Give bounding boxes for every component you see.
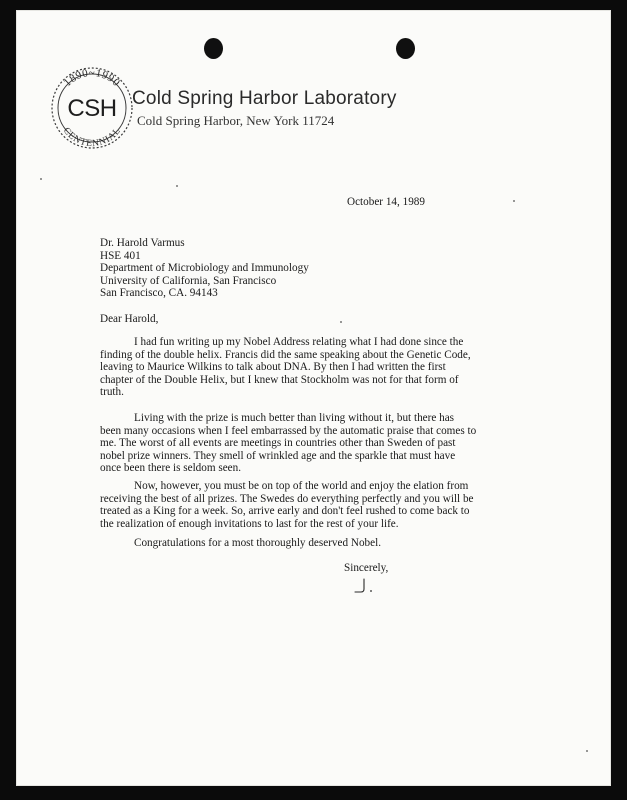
punch-hole-right [396, 38, 415, 59]
paragraph-line: receiving the best of all prizes. The Swedes do everything perfectly and you will be [100, 492, 474, 505]
recipient-line: San Francisco, CA. 94143 [100, 287, 218, 300]
scan-speck [40, 178, 42, 180]
seal-top-text: 1890~1990 [61, 67, 123, 90]
paragraph-line: once been there is seldom seen. [100, 462, 242, 475]
seal-initials: CSH [67, 95, 117, 122]
letter-page [16, 10, 611, 786]
salutation: Dear Harold, [100, 313, 159, 325]
laboratory-address: Cold Spring Harbor, New York 11724 [137, 113, 335, 128]
paragraph-line: nobel prize winners. They smell of wrinkled age and the sparkle that must have [100, 449, 456, 462]
seal-bottom-text: CENTENNIAL [60, 125, 124, 150]
recipient-line: Department of Microbiology and Immunology [100, 262, 309, 275]
paragraph-3 [100, 480, 530, 530]
paragraph-4 [100, 537, 530, 550]
scan-speck [176, 185, 178, 187]
recipient-line: University of California, San Francisco [100, 274, 277, 287]
paragraph-2 [100, 412, 530, 475]
closing: Sincerely, [344, 562, 389, 574]
paragraph-line: I had fun writing up my Nobel Address relating what I had done since the [134, 336, 464, 348]
paragraph-line: finding of the double helix. Francis did the same speaking about the Genetic Code, [100, 348, 471, 361]
recipient-line: HSE 401 [100, 249, 141, 262]
paragraph-line: Living with the prize is much better than living without it, but there has [134, 412, 455, 424]
paragraph-line: been many occasions when I feel embarrassed by the automatic praise that comes to [100, 424, 477, 437]
centennial-seal-logo [46, 62, 138, 154]
scan-speck [586, 750, 588, 752]
paragraph-line: me. The worst of all events are meetings in countries other than Sweden of past [100, 437, 456, 450]
recipient-line: Dr. Harold Varmus [100, 237, 185, 249]
paragraph-line: the realization of enough invitations to last for the rest of your life. [100, 517, 399, 530]
paragraph-line: treated as a King for a week. So, arrive early and don't feel rushed to come back to [100, 505, 470, 518]
signature-mark [352, 576, 376, 598]
scan-speck [513, 200, 515, 202]
paragraph-line: leaving to Maurice Wilkins to talk about DNA. By then I had written the first [100, 361, 446, 374]
punch-hole-left [204, 38, 223, 59]
paragraph-line: truth. [100, 386, 124, 399]
laboratory-name: Cold Spring Harbor Laboratory [132, 88, 397, 109]
scan-speck [340, 321, 342, 323]
paragraph-line: Congratulations for a most thoroughly deserved Nobel. [134, 537, 382, 549]
paragraph-line: chapter of the Double Helix, but I knew that Stockholm was not for that form of [100, 373, 459, 386]
paragraph-line: Now, however, you must be on top of the world and enjoy the elation from [134, 480, 469, 492]
paragraph-1 [100, 336, 530, 399]
letter-date: October 14, 1989 [347, 196, 425, 208]
